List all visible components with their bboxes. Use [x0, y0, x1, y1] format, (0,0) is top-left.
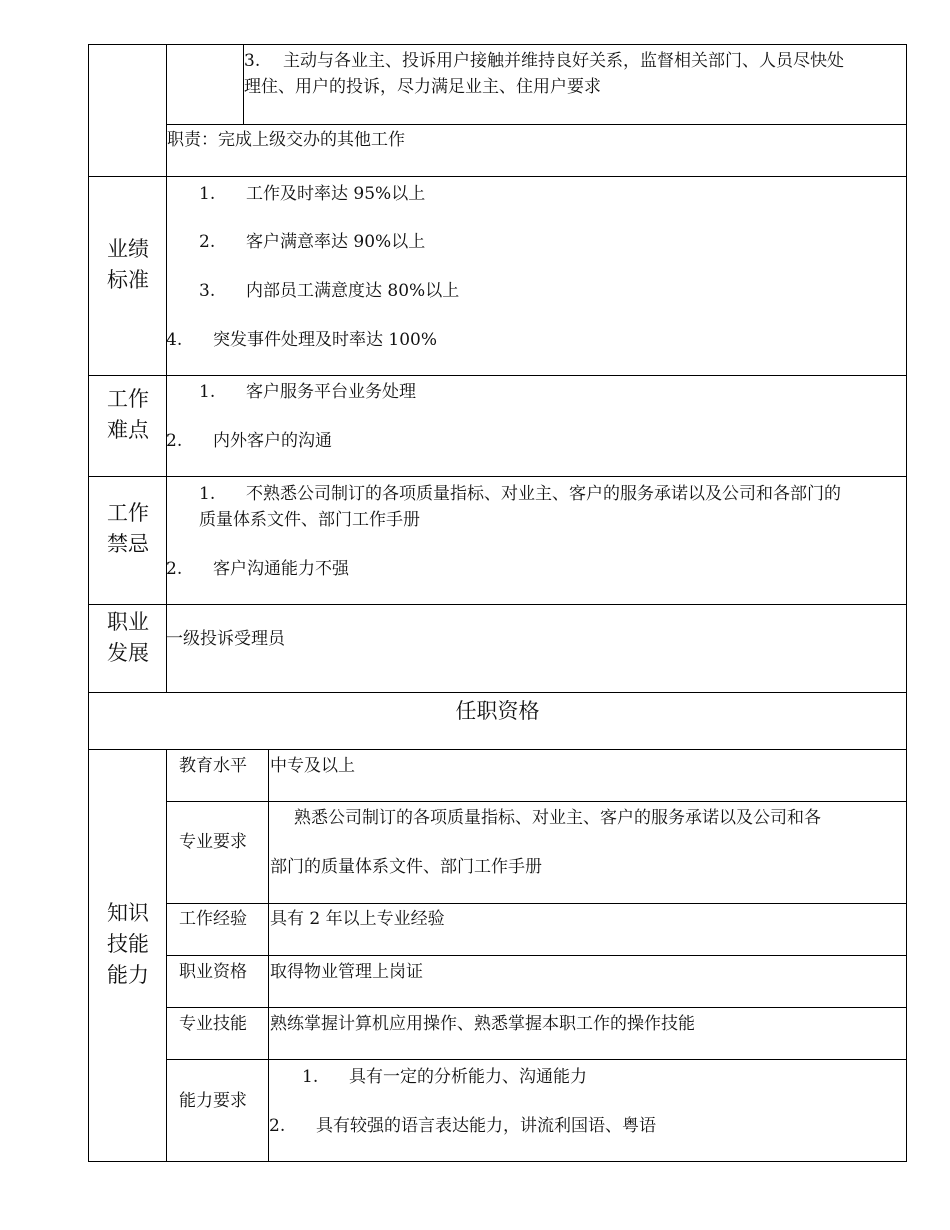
difficulty-item-2-text: 内外客户的沟通: [213, 431, 332, 451]
difficulties-label-line1: 工作: [107, 387, 149, 411]
education-value: 中专及以上: [270, 756, 355, 776]
performance-item-3-number: 3.: [199, 281, 216, 301]
qual-row-divider-3: [166, 955, 907, 956]
certificate-value: 取得物业管理上岗证: [270, 962, 423, 982]
knowledge-label-line3: 能力: [107, 963, 149, 987]
major-value-line1: 熟悉公司制订的各项质量指标、对业主、客户的服务承诺以及公司和各: [294, 808, 821, 828]
duty-item-3-text-line1: 主动与各业主、投诉用户接触并维持良好关系，监督相关部门、人员尽快处: [283, 51, 844, 71]
experience-label: 工作经验: [179, 909, 247, 929]
performance-item-2-number: 2.: [199, 232, 216, 252]
table-border-left: [88, 44, 89, 1162]
duty-other: 职责：完成上级交办的其他工作: [167, 130, 405, 150]
qual-row-divider-2: [166, 903, 907, 904]
row-divider-duty3: [166, 124, 907, 125]
qualifications-heading: 任职资格: [455, 699, 540, 723]
difficulty-item-1-number: 1.: [199, 382, 216, 402]
duty-item-3-text-line2: 理住、用户的投诉，尽力满足业主、住用户要求: [244, 77, 601, 97]
performance-item-1-text: 工作及时率达 95%以上: [246, 184, 426, 204]
knowledge-label-line2: 技能: [107, 932, 149, 956]
difficulty-item-1-text: 客户服务平台业务处理: [246, 382, 416, 402]
performance-item-3-text: 内部员工满意度达 80%以上: [246, 281, 460, 301]
skills-value: 熟练掌握计算机应用操作、熟悉掌握本职工作的操作技能: [270, 1014, 695, 1034]
qual-row-divider-1: [166, 801, 907, 802]
ability-item-1-number: 1.: [302, 1067, 319, 1087]
row-divider-duties: [88, 176, 907, 177]
prohibition-item-2-number: 2.: [166, 559, 183, 579]
major-label: 专业要求: [179, 832, 247, 852]
major-value-line2: 部门的质量体系文件、部门工作手册: [270, 857, 542, 877]
performance-item-2-text: 客户满意率达 90%以上: [246, 232, 426, 252]
row-divider-difficulties: [88, 476, 907, 477]
prohibitions-label-line2: 禁忌: [107, 532, 149, 556]
performance-label-line2: 标准: [107, 268, 149, 292]
row-divider-performance: [88, 375, 907, 376]
career-label: [98, 607, 158, 669]
performance-item-4-number: 4.: [166, 330, 183, 350]
education-label: 教育水平: [179, 756, 247, 776]
prohibition-item-1-number: 1.: [199, 484, 216, 504]
qual-row-divider-5: [166, 1059, 907, 1060]
skills-label: 专业技能: [179, 1014, 247, 1034]
qual-row-divider-4: [166, 1007, 907, 1008]
prohibitions-label-line1: 工作: [107, 501, 149, 525]
performance-label: [98, 234, 158, 296]
performance-item-1-number: 1.: [199, 184, 216, 204]
table-border-right: [906, 44, 907, 1162]
row-divider-heading: [88, 749, 907, 750]
performance-label-line1: 业绩: [107, 237, 149, 261]
certificate-label: 职业资格: [179, 962, 247, 982]
experience-value: 具有 2 年以上专业经验: [270, 909, 445, 929]
difficulty-item-2-number: 2.: [166, 431, 183, 451]
prohibition-item-2-text: 客户沟通能力不强: [213, 559, 349, 579]
table-border-top: [88, 44, 907, 45]
prohibition-item-1-text-line1: 不熟悉公司制订的各项质量指标、对业主、客户的服务承诺以及公司和各部门的: [246, 484, 841, 504]
career-label-line2: 发展: [107, 641, 149, 665]
ability-item-1-text: 具有一定的分析能力、沟通能力: [349, 1067, 587, 1087]
knowledge-label: [98, 898, 158, 991]
ability-label: 能力要求: [179, 1091, 247, 1111]
row-divider-career: [88, 692, 907, 693]
career-path: 一级投诉受理员: [166, 629, 285, 649]
knowledge-label-line1: 知识: [107, 901, 149, 925]
career-label-line1: 职业: [107, 610, 149, 634]
table-border-bottom: [88, 1161, 907, 1162]
performance-item-4-text: 突发事件处理及时率达 100%: [213, 330, 438, 350]
prohibition-item-1-text-line2: 质量体系文件、部门工作手册: [199, 510, 420, 530]
duty-item-3-number: 3.: [244, 51, 261, 71]
prohibitions-label: [98, 498, 158, 560]
ability-item-2-text: 具有较强的语言表达能力，讲流利国语、粤语: [316, 1116, 656, 1136]
difficulties-label-line2: 难点: [107, 418, 149, 442]
row-divider-prohibitions: [88, 604, 907, 605]
ability-item-2-number: 2.: [269, 1116, 286, 1136]
difficulties-label: [98, 384, 158, 446]
